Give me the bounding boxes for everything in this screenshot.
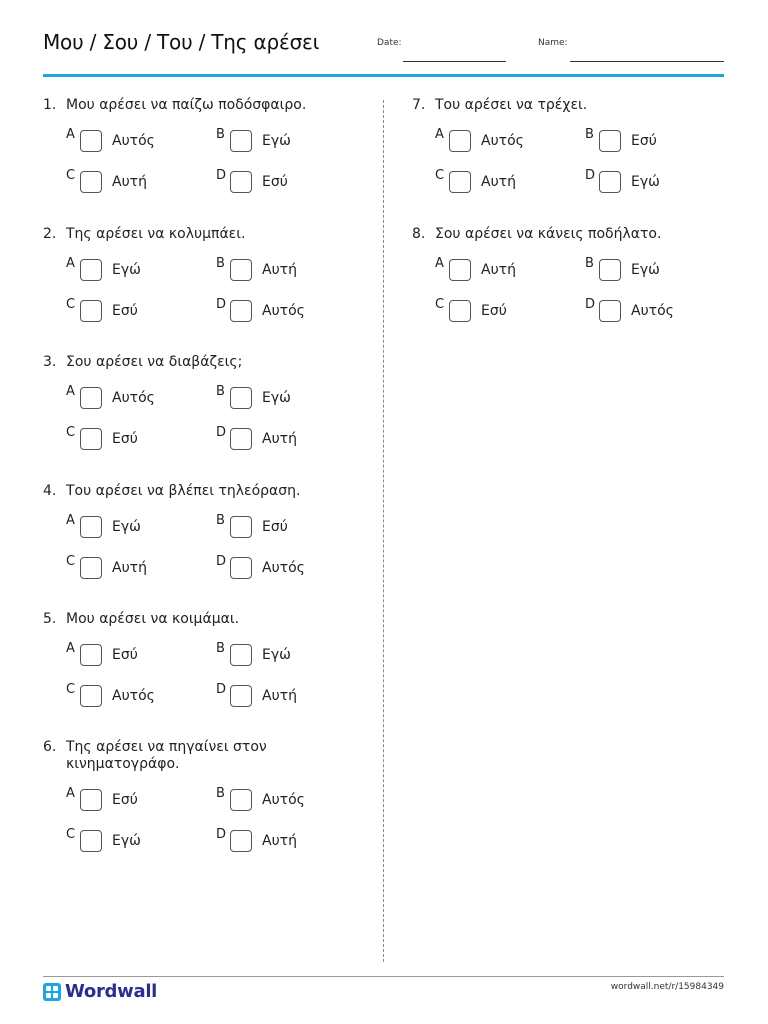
option-label: Αυτός — [112, 688, 155, 704]
option-letter: D — [216, 682, 227, 697]
question-number: 7. — [412, 97, 426, 113]
option-letter: B — [216, 384, 225, 399]
answer-option[interactable] — [585, 127, 715, 153]
question-stem: Σου αρέσει να διαβάζεις; — [66, 354, 243, 370]
date-label: Date: — [377, 38, 402, 48]
option-checkbox[interactable] — [230, 789, 252, 811]
answer-option[interactable] — [435, 168, 565, 194]
question-stem: Της αρέσει να κολυμπάει. — [66, 226, 246, 242]
question-7 — [412, 97, 712, 190]
question-stem: Σου αρέσει να κάνεις ποδήλατο. — [435, 226, 662, 242]
option-label: Εσύ — [112, 792, 138, 808]
option-label: Αυτή — [262, 688, 297, 704]
option-label: Αυτός — [262, 560, 305, 576]
option-checkbox[interactable] — [449, 130, 471, 152]
option-checkbox[interactable] — [599, 259, 621, 281]
footer-url[interactable]: wordwall.net/r/15984349 — [610, 982, 724, 992]
option-label: Αυτός — [481, 133, 524, 149]
option-letter: A — [66, 384, 75, 399]
option-letter: B — [585, 127, 594, 142]
question-number: 4. — [43, 483, 57, 499]
answer-option[interactable] — [216, 297, 346, 323]
answer-option[interactable] — [66, 425, 196, 451]
option-label: Αυτή — [481, 174, 516, 190]
answer-option[interactable] — [66, 827, 196, 853]
option-checkbox[interactable] — [80, 644, 102, 666]
question-3 — [43, 354, 343, 447]
option-checkbox[interactable] — [230, 685, 252, 707]
answer-option[interactable] — [66, 554, 196, 580]
option-label: Εσύ — [112, 647, 138, 663]
option-letter: B — [216, 256, 225, 271]
option-letter: A — [66, 786, 75, 801]
question-text — [43, 226, 343, 243]
option-label: Εσύ — [112, 431, 138, 447]
option-letter: D — [585, 168, 596, 183]
answer-option[interactable] — [216, 384, 346, 410]
question-stem: Μου αρέσει να κοιμάμαι. — [66, 611, 240, 627]
option-letter: B — [216, 127, 225, 142]
question-number: 2. — [43, 226, 57, 242]
option-label: Αυτή — [481, 262, 516, 278]
option-label: Αυτή — [262, 833, 297, 849]
answer-option[interactable] — [216, 786, 346, 812]
question-1 — [43, 97, 343, 190]
option-checkbox[interactable] — [230, 130, 252, 152]
answer-option[interactable] — [585, 168, 715, 194]
option-label: Αυτή — [262, 431, 297, 447]
answer-option[interactable] — [216, 513, 346, 539]
answer-option[interactable] — [435, 256, 565, 282]
option-letter: D — [216, 297, 227, 312]
option-letter: B — [216, 513, 225, 528]
answer-option[interactable] — [66, 786, 196, 812]
answer-options — [435, 251, 715, 331]
question-number: 3. — [43, 354, 57, 370]
answer-option[interactable] — [435, 297, 565, 323]
option-checkbox[interactable] — [80, 171, 102, 193]
answer-option[interactable] — [585, 297, 715, 323]
answer-option[interactable] — [216, 682, 346, 708]
answer-option[interactable] — [66, 641, 196, 667]
question-text — [43, 354, 343, 371]
option-label: Αυτός — [262, 792, 305, 808]
option-checkbox[interactable] — [80, 557, 102, 579]
option-letter: C — [66, 297, 76, 312]
option-letter: B — [585, 256, 594, 271]
option-checkbox[interactable] — [230, 644, 252, 666]
option-checkbox[interactable] — [80, 428, 102, 450]
question-text — [43, 739, 343, 773]
option-label: Αυτός — [631, 303, 674, 319]
option-label: Αυτός — [262, 303, 305, 319]
option-label: Αυτή — [112, 174, 147, 190]
option-checkbox[interactable] — [599, 130, 621, 152]
option-label: Εσύ — [481, 303, 507, 319]
option-label: Εσύ — [112, 303, 138, 319]
option-checkbox[interactable] — [599, 300, 621, 322]
option-checkbox[interactable] — [230, 830, 252, 852]
option-checkbox[interactable] — [80, 130, 102, 152]
name-label: Name: — [538, 38, 568, 48]
question-number: 1. — [43, 97, 57, 113]
option-label: Αυτή — [112, 560, 147, 576]
option-label: Εγώ — [112, 519, 141, 535]
answer-option[interactable] — [66, 297, 196, 323]
brand-name: Wordwall — [65, 981, 158, 1002]
option-letter: C — [66, 425, 76, 440]
option-checkbox[interactable] — [80, 300, 102, 322]
option-label: Εγώ — [631, 262, 660, 278]
question-text — [412, 97, 712, 114]
option-label: Εσύ — [631, 133, 657, 149]
option-letter: D — [216, 827, 227, 842]
question-text — [43, 97, 343, 114]
option-checkbox[interactable] — [230, 300, 252, 322]
option-checkbox[interactable] — [230, 171, 252, 193]
option-letter: D — [585, 297, 596, 312]
option-checkbox[interactable] — [230, 516, 252, 538]
question-2 — [43, 226, 343, 319]
answer-option[interactable] — [66, 682, 196, 708]
option-letter: C — [66, 827, 76, 842]
option-checkbox[interactable] — [230, 259, 252, 281]
answer-option[interactable] — [66, 168, 196, 194]
answer-option[interactable] — [216, 827, 346, 853]
question-5 — [43, 611, 343, 704]
name-field[interactable] — [570, 61, 724, 62]
question-text — [43, 611, 343, 628]
answer-options — [435, 122, 715, 202]
question-stem: Του αρέσει να τρέχει. — [435, 97, 588, 113]
option-letter: A — [435, 127, 444, 142]
answer-option[interactable] — [216, 425, 346, 451]
answer-options — [66, 508, 346, 588]
answer-option[interactable] — [585, 256, 715, 282]
answer-options — [66, 636, 346, 716]
option-checkbox[interactable] — [230, 387, 252, 409]
option-letter: D — [216, 425, 227, 440]
answer-option[interactable] — [216, 168, 346, 194]
option-label: Αυτός — [112, 390, 155, 406]
header-divider — [43, 74, 724, 77]
page-title: Μου / Σου / Του / Της αρέσει — [43, 30, 320, 54]
option-letter: A — [66, 641, 75, 656]
question-number: 5. — [43, 611, 57, 627]
option-label: Εγώ — [112, 262, 141, 278]
option-checkbox[interactable] — [599, 171, 621, 193]
answer-option[interactable] — [216, 127, 346, 153]
option-letter: C — [66, 554, 76, 569]
answer-option[interactable] — [216, 256, 346, 282]
question-number: 8. — [412, 226, 426, 242]
option-checkbox[interactable] — [80, 789, 102, 811]
option-letter: B — [216, 641, 225, 656]
option-letter: D — [216, 168, 227, 183]
answer-options — [66, 781, 346, 861]
answer-option[interactable] — [216, 641, 346, 667]
question-stem: Του αρέσει να βλέπει τηλεόραση. — [66, 483, 301, 499]
footer-divider — [43, 976, 724, 977]
option-checkbox[interactable] — [80, 516, 102, 538]
option-checkbox[interactable] — [80, 685, 102, 707]
option-label: Εσύ — [262, 174, 288, 190]
date-field[interactable] — [403, 61, 506, 62]
answer-options — [66, 251, 346, 331]
answer-options — [66, 122, 346, 202]
question-stem: Μου αρέσει να παίζω ποδόσφαιρο. — [66, 97, 307, 113]
option-label: Αυτός — [112, 133, 155, 149]
option-label: Εσύ — [262, 519, 288, 535]
question-6 — [43, 739, 343, 849]
option-checkbox[interactable] — [230, 428, 252, 450]
question-text — [412, 226, 712, 243]
option-checkbox[interactable] — [449, 300, 471, 322]
answer-option[interactable] — [216, 554, 346, 580]
option-checkbox[interactable] — [449, 259, 471, 281]
wordwall-logo-icon — [43, 983, 61, 1001]
option-checkbox[interactable] — [80, 830, 102, 852]
option-checkbox[interactable] — [449, 171, 471, 193]
answer-option[interactable] — [435, 127, 565, 153]
option-letter: C — [66, 682, 76, 697]
option-letter: A — [66, 513, 75, 528]
option-checkbox[interactable] — [230, 557, 252, 579]
answer-option[interactable] — [66, 127, 196, 153]
option-label: Εγώ — [262, 133, 291, 149]
question-number: 6. — [43, 739, 57, 755]
option-checkbox[interactable] — [80, 387, 102, 409]
option-letter: C — [435, 297, 445, 312]
answer-option[interactable] — [66, 384, 196, 410]
question-4 — [43, 483, 343, 576]
option-label: Εγώ — [262, 647, 291, 663]
question-text — [43, 483, 343, 500]
column-divider — [383, 100, 384, 962]
option-checkbox[interactable] — [80, 259, 102, 281]
option-letter: A — [435, 256, 444, 271]
option-label: Εγώ — [112, 833, 141, 849]
answer-options — [66, 379, 346, 459]
question-stem: Της αρέσει να πηγαίνει στον κινηματογράφο. — [66, 739, 267, 772]
option-label: Εγώ — [631, 174, 660, 190]
option-label: Εγώ — [262, 390, 291, 406]
option-letter: A — [66, 127, 75, 142]
answer-option[interactable] — [66, 256, 196, 282]
question-8 — [412, 226, 712, 319]
option-letter: C — [435, 168, 445, 183]
answer-option[interactable] — [66, 513, 196, 539]
option-letter: B — [216, 786, 225, 801]
option-label: Αυτή — [262, 262, 297, 278]
option-letter: C — [66, 168, 76, 183]
option-letter: D — [216, 554, 227, 569]
option-letter: A — [66, 256, 75, 271]
